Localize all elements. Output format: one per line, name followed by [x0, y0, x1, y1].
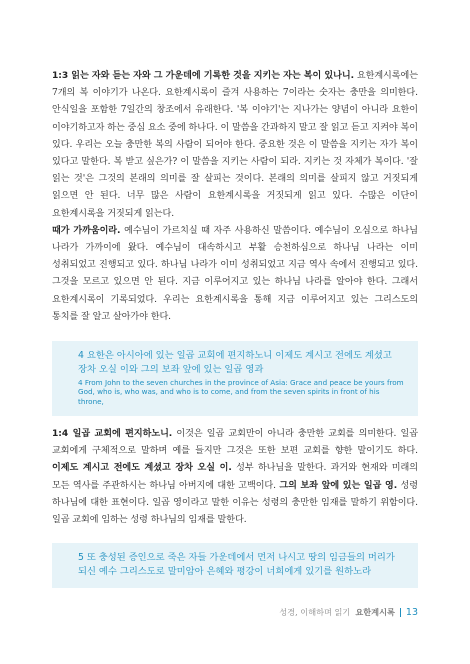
- verse-phrase: 그의 보좌 앞에 있는 일곱 영.: [279, 480, 398, 491]
- verse-english: 4 From John to the seven churches in the province of Asia: Grace and peace be yours from God, who is, who was, and who is to come, and from the seven spirits in front of his throne,: [78, 377, 404, 407]
- commentary-paragraph: [52, 223, 418, 326]
- page-content: [52, 68, 418, 598]
- verse-korean: 5 또 충성된 증인으로 죽은 자들 가운데에서 먼저 나시고 땅의 임금들의 머리가 되신 예수 그리스도로 말미암아 은혜와 평강이 너희에게 있기를 원하노라: [78, 552, 395, 578]
- book-title: 요한계시록: [355, 607, 395, 617]
- verse-heading: 때가 가까움이라.: [52, 225, 121, 236]
- page-footer: [279, 607, 418, 618]
- commentary-paragraph: [52, 68, 418, 223]
- commentary-text: 예수님이 가르치실 때 자주 사용하신 말씀이다. 예수님이 오심으로 하나님 나라가 가까이에 왔다. 예수님이 대속하시고 부활 승천하심으로 하나님 나라는 이미 성취되었고 진행되고 있다. 하나님 나라가 이미 성취되었고 지금 역사 속에서 진행되고 있다. 그것을 모르고 있으면 안 된다. 지금 이루어지고 있는 하나님 나라를 알아야 한다. 그래서 요한계시록이 기록되었다. 우리는 요한계시록을 통해 지금 이루어지고 있는 그리스도의 통치를 잘 알고 살아가야 한다.: [52, 225, 418, 322]
- footer-divider: [400, 608, 401, 617]
- verse-phrase: 이제도 계시고 전에도 계셨고 장차 오실 이.: [52, 463, 232, 474]
- verse-heading: 1:4 일곱 교회에 편지하노니.: [52, 429, 173, 440]
- commentary-text: 성령 하나님에 대한 표현이다. 일곱 영이라고 말한 이유는 성령의 충만한 임재를 말하기 위함이다. 일곱 교회에 임하는 성령 하나님의 임재를 말한다.: [52, 480, 419, 526]
- commentary-text: 이것은 일곱 교회만이 아니라 충만한 교회를 의미한다. 일곱 교회에게 구체적으로 말하며 예를 들지만 그것은 또한 보편 교회를 향한 말이기도 하다.: [52, 429, 418, 457]
- commentary-paragraph: [52, 426, 418, 529]
- book-series: 성경, 이해하며 읽기: [279, 607, 351, 617]
- commentary-text: 요한계시록에는 7개의 복 이야기가 나온다. 요한계시록이 즐겨 사용하는 7이라는 숫자는 충만을 의미한다. 안식일을 포함한 7일간의 창조에서 유래한다. '복 이야기'는 지나가는 양념이 아니라 요한이 이야기하고자 하는 중심 요소 중에 하나다. 이 말씀을 간과하지 말고 잘 읽고 듣고 지켜야 복이 있다. 우리는 오늘 충만한 복의 사람이 되어야 한다. 중요한 것은 이 말씀을 지키는 자가 복이 있다고 말한다. 복 받고 싶은가? 이 말씀을 지키는 사람이 되라. 지키는 것 자체가 복이다. '잘 읽는 것'은 그것의 본래의 의미를 잘 살피는 것이다. 본래의 의미를 살피지 않고 거짓되게 읽으면 안 된다. 너무 많은 사람이 요한계시록을 거짓되게 읽고 있다. 수많은 이단이 요한계시록을 거짓되게 읽는다.: [52, 71, 418, 219]
- verse-korean: 4 요한은 아시아에 있는 일곱 교회에 편지하노니 이제도 계시고 전에도 계셨고 장차 오실 이와 그의 보좌 앞에 있는 일곱 영과: [78, 350, 392, 375]
- verse-heading: 1:3 읽는 자와 듣는 자와 그 가운데에 기록한 것을 지키는 자는 복이 있나니.: [52, 71, 354, 81]
- page-number: 13: [405, 607, 418, 618]
- commentary-text: 성부 하나님을 말한다. 과거와 현재와 미래의 모든 역사를 주관하시는 하나님 아버지에 대한 고백이다.: [52, 463, 419, 491]
- verse-box: [52, 341, 418, 416]
- verse-box: [52, 543, 418, 588]
